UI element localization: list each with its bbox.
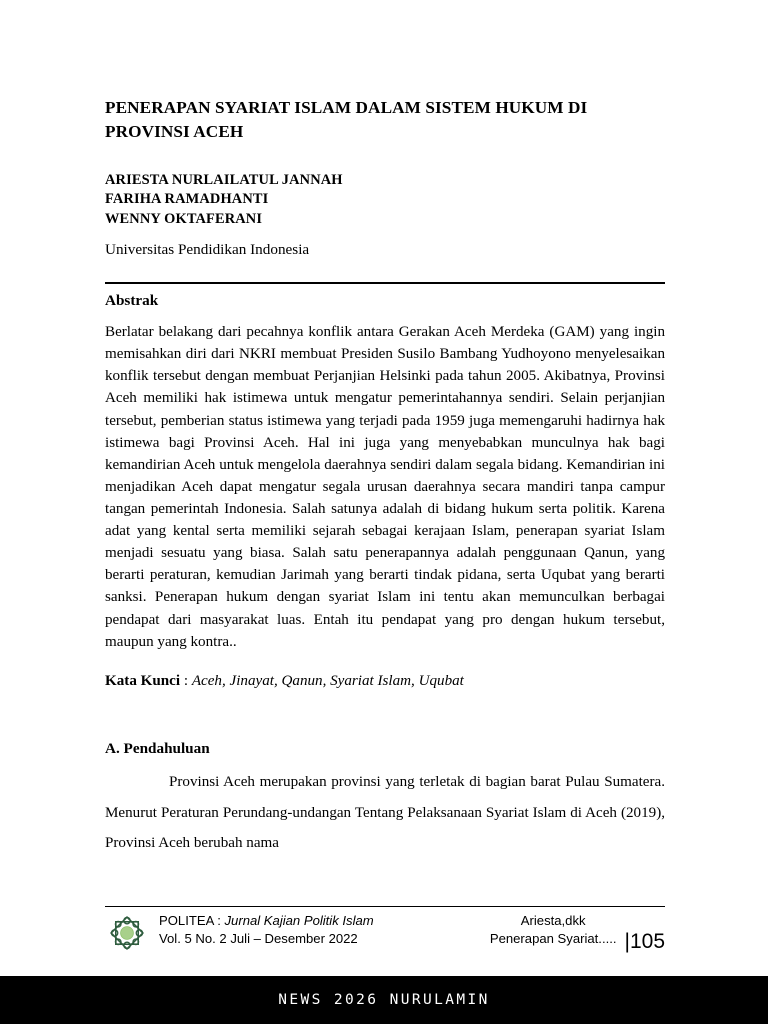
footer-journal-title-line bbox=[159, 912, 374, 930]
keywords-line bbox=[105, 671, 665, 692]
section-paragraph: Provinsi Aceh merupakan provinsi yang terletak di bagian barat Pulau Sumatera. Menurut Peraturan Perundang-undangan Tentang Pelaksanaan Syariat Islam di Aceh (2019), Provinsi Aceh berubah nama bbox=[105, 774, 665, 852]
abstract-heading: Abstrak bbox=[105, 291, 159, 309]
keywords-label: Kata Kunci bbox=[105, 672, 181, 689]
caption-bar bbox=[0, 976, 768, 1024]
keywords-values: Aceh, Jinayat, Qanun, Syariat Islam, Uqubat bbox=[191, 672, 464, 689]
author-name: ARIESTA NURLAILATUL JANNAH bbox=[105, 171, 343, 188]
document-content bbox=[105, 0, 665, 874]
author-name: WENNY OKTAFERANI bbox=[105, 210, 263, 227]
footer-journal-subtitle: Jurnal Kajian Politik Islam bbox=[224, 913, 374, 928]
footer-running-title: Penerapan Syariat..... bbox=[489, 931, 617, 947]
author-affiliation: Universitas Pendidikan Indonesia bbox=[105, 241, 310, 259]
abstract-divider bbox=[105, 282, 665, 284]
footer-running-author: Ariesta,dkk bbox=[520, 913, 586, 928]
keywords-separator: : bbox=[180, 672, 192, 689]
page-title: PENERAPAN SYARIAT ISLAM DALAM SISTEM HUKUM DI PROVINSI ACEH bbox=[105, 98, 588, 142]
footer-running-head bbox=[490, 912, 621, 948]
caption-text: NEWS 2026 NURULAMIN bbox=[278, 992, 490, 1008]
section-heading-pendahuluan: A. Pendahuluan bbox=[105, 739, 210, 757]
abstract-text: Berlatar belakang dari pecahnya konflik antara Gerakan Aceh Merdeka (GAM) yang ingin memisahkan diri dari NKRI membuat Presiden Susilo Bambang Yudhoyono menyelesaikan konflik tersebut dengan membuat Perjanjian Helsinki pada tahun 2005. Akibatnya, Provinsi Aceh memiliki hak istimewa untuk mengatur pemerintahannya sendiri. Selain perjanjian tersebut, pemberian status istimewa yang terjadi pada 1959 juga memengaruhi hadirnya hak istimewa bagi Provinsi Aceh. Hal ini juga yang menyebabkan munculnya hak bagi kemandirian Aceh untuk mengelola daerahnya sendiri dalam segala bidang. Kemandirian ini menjadikan Aceh dapat mengatur segala urusan daerahnya secara mandiri tanpa campur tangan pemerintah Indonesia. Salah satunya adalah di bidang hukum serta politik. Karena adat yang kental serta memiliki sejarah sebagai kerajaan Islam, penerapan syariat Islam menjadi sesuatu yang biasa. Salah satu penerapannya adalah penggunaan Qanun, yang berarti peraturan, kemudian Jarimah yang berarti tindak pidana, serta Uqubat yang berarti sanksi. Penerapan hukum dengan syariat Islam ini tentu akan memunculkan berbagai pendapat dari masyarakat luas. Entah itu pendapat yang pro dengan hukum tersebut, maupun yang kontra.. bbox=[105, 324, 665, 650]
author-name: FARIHA RAMADHANTI bbox=[105, 191, 269, 208]
footer-journal-issue: Vol. 5 No. 2 Juli – Desember 2022 bbox=[159, 931, 358, 947]
page-number: |105 bbox=[624, 930, 665, 953]
page-footer bbox=[105, 906, 665, 953]
islamic-star-logo-icon bbox=[107, 913, 147, 953]
author-list bbox=[105, 171, 665, 229]
footer-journal-info bbox=[159, 912, 374, 948]
footer-journal-name: POLITEA : bbox=[159, 913, 225, 928]
footer-row bbox=[105, 907, 665, 953]
